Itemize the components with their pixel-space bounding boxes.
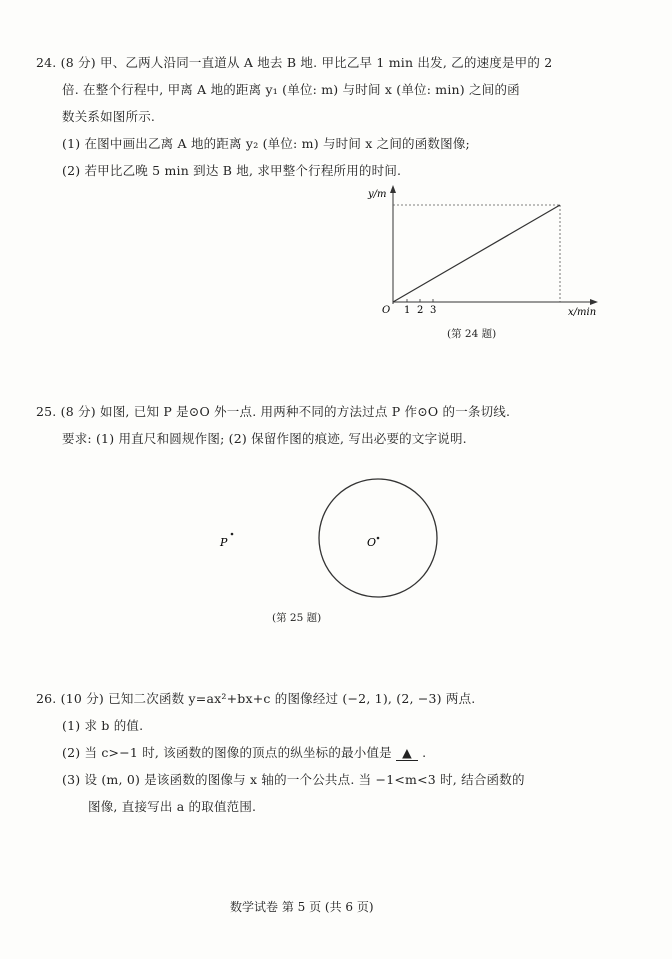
q24-part1: (1) 在图中画出乙离 A 地的距离 y₂ (单位: m) 与时间 x 之间的函数图像; [62,136,470,151]
q25-stem-line2: 要求: (1) 用直尺和圆规作图; (2) 保留作图的痕迹, 写出必要的文字说明. [62,431,467,446]
q24-graph [360,182,610,322]
q25-caption: (第 25 题) [272,612,322,624]
q26-part3-line2: 图像, 直接写出 a 的取值范围. [88,799,257,814]
tick-label-2: 2 [417,305,424,316]
tick-label-3: 3 [430,305,437,316]
q26-part2-end: . [422,745,427,760]
point-p-label: P [220,536,228,549]
q26-answer-blank[interactable]: ▲ [396,745,418,761]
center-o-dot [377,537,380,540]
q25-figure [210,470,460,600]
x-axis-arrow [590,299,598,305]
jia-function-line [393,205,560,302]
q26-part1: (1) 求 b 的值. [62,718,144,733]
q26-part2-text: (2) 当 c>−1 时, 该函数的图像的顶点的纵坐标的最小值是 [62,745,392,760]
point-p-dot [231,533,234,536]
q24-stem-line2: 倍. 在整个行程中, 甲离 A 地的距离 y₁ (单位: m) 与时间 x (单位: min) 之间的函 [62,82,520,97]
y-axis-label: y/m [368,189,387,200]
q26-stem: 26. (10 分) 已知二次函数 y=ax²+bx+c 的图像经过 (−2, 1), (2, −3) 两点. [36,691,476,706]
q26-part3-line1: (3) 设 (m, 0) 是该函数的图像与 x 轴的一个公共点. 当 −1<m<3 时, 结合函数的 [62,772,525,787]
origin-label: O [382,305,391,316]
q24-stem-line1: 24. (8 分) 甲、乙两人沿同一直道从 A 地去 B 地. 甲比乙早 1 min 出发, 乙的速度是甲的 2 [36,55,553,70]
q26-part2 [62,743,426,761]
q25-stem-line1: 25. (8 分) 如图, 已知 P 是⊙O 外一点. 用两种不同的方法过点 P 作⊙O 的一条切线. [36,404,511,419]
x-axis-label: x/min [568,307,597,318]
tick-label-1: 1 [404,305,411,316]
page-footer: 数学试卷 第 5 页 (共 6 页) [230,900,374,914]
q24-stem-line3: 数关系如图所示. [62,109,156,124]
q24-caption: (第 24 题) [447,328,497,340]
q24-part2: (2) 若甲比乙晚 5 min 到达 B 地, 求甲整个行程所用的时间. [62,163,402,178]
y-axis-arrow [390,185,396,193]
center-o-label: O [367,536,377,549]
